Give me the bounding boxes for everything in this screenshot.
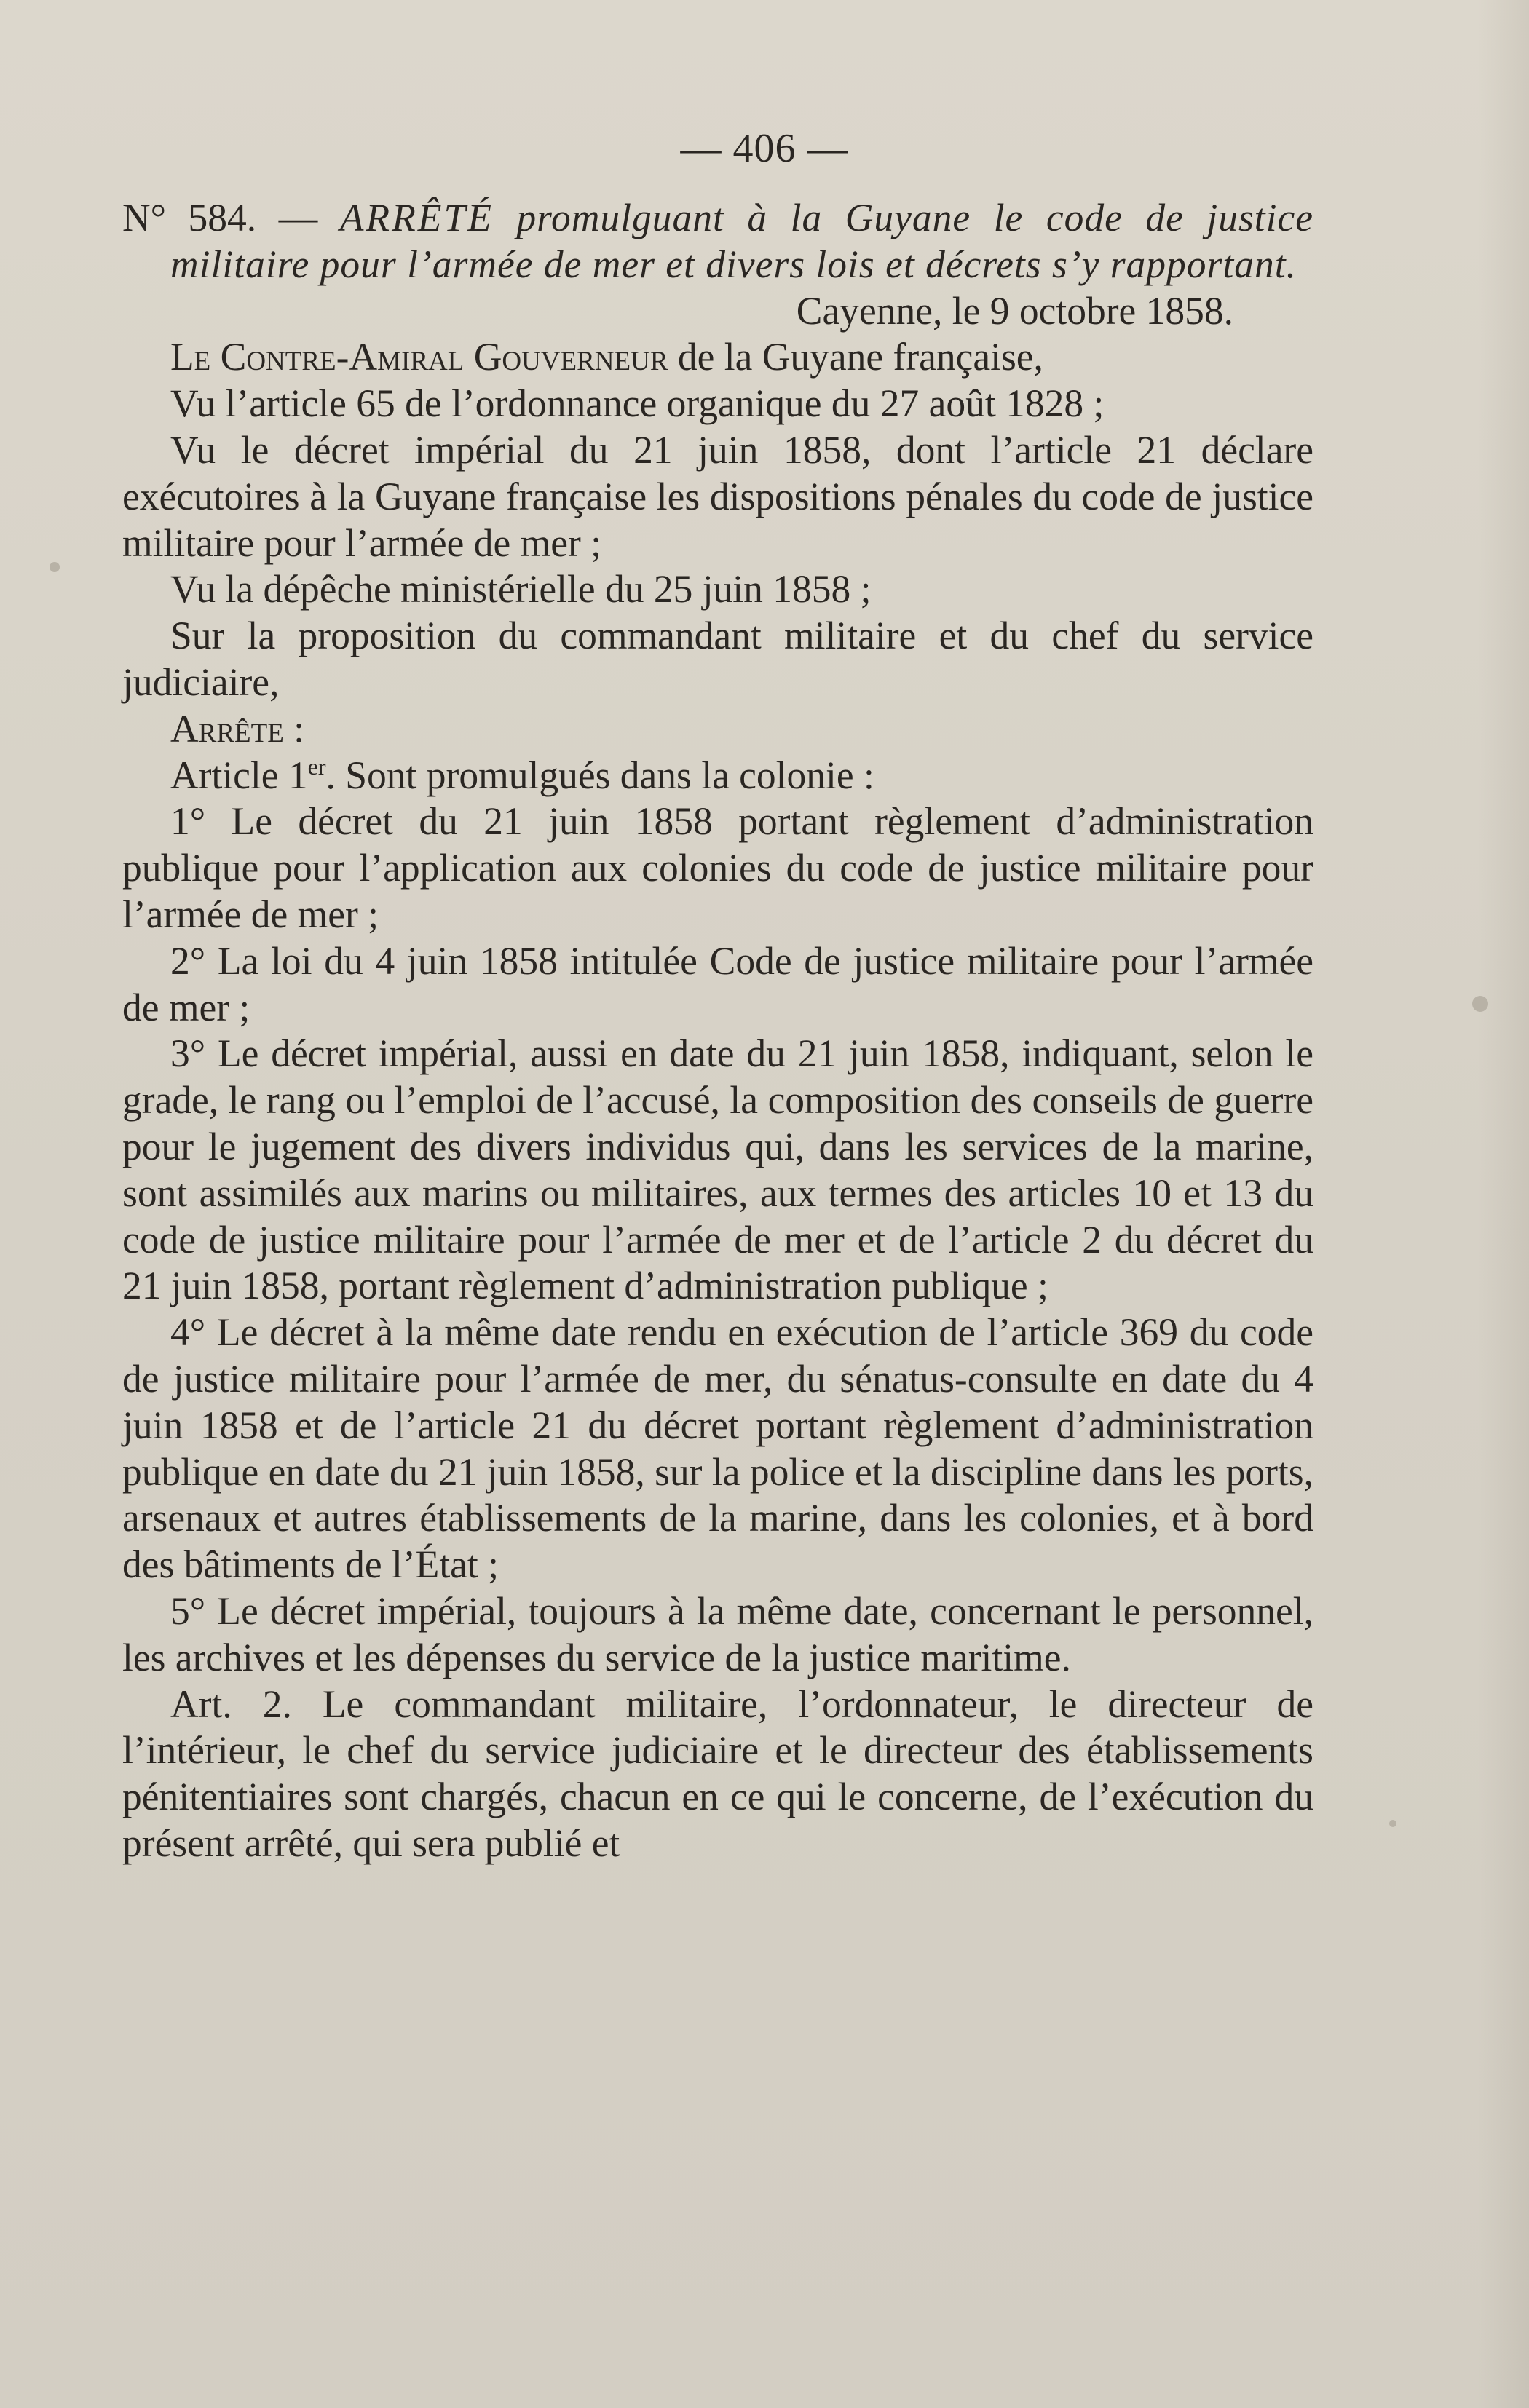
decree-title: promulguant à la Guyane le code de justice militaire pour l’armée de mer et divers lois et décrets s’y rapportant.: [170, 196, 1314, 286]
article-1-label: Article 1: [170, 753, 308, 797]
article-1-item: 4° Le décret à la même date rendu en exécution de l’article 369 du code de justice militaire pour l’armée de mer, du sénatus-consulte en date du 4 juin 1858 et de l’article 21 du décret portant règlement d’administration publique en date du 21 juin 1858, sur la police et la discipline dans les ports, arsenaux et autres établissements de la marine, dans les colonies, et à bord des bâtiments de l’État ;: [122, 1310, 1313, 1587]
paper-speck: [1472, 996, 1488, 1012]
authority-caps: Le Contre-Amiral Gouverneur: [170, 335, 668, 379]
article-1-item: 1° Le décret du 21 juin 1858 portant règlement d’administration publique pour l’application aux colonies du code de justice militaire pour l’armée de mer ;: [122, 799, 1313, 936]
article-1-text: . Sont promulgués dans la colonie :: [325, 753, 874, 797]
considerant-1: Vu l’article 65 de l’ordonnance organique du 27 août 1828 ;: [170, 381, 1105, 426]
dateline: Cayenne, le 9 octobre 1858.: [796, 288, 1233, 333]
paper-speck: [50, 562, 60, 572]
considerant-3: Vu la dépêche ministérielle du 25 juin 1858 ;: [170, 567, 872, 611]
article-1-item: 5° Le décret impérial, toujours à la même date, concernant le personnel, les archives et les dépenses du service de la justice maritime.: [122, 1588, 1313, 1679]
decree-title-caps: ARRÊTÉ: [339, 196, 494, 239]
authority-rest: de la Guyane française,: [668, 335, 1043, 379]
page-number: — 406 —: [680, 126, 849, 171]
arrete-line: Arrête :: [170, 706, 305, 750]
article-1-item: 3° Le décret impérial, aussi en date du 21 juin 1858, indiquant, selon le grade, le rang ou l’emploi de l’accusé, la composition des conseils de guerre pour le jugement des divers individus qui, dans les services de la marine, sont assimilés aux marins ou militaires, aux termes des articles 10 et 13 du code de justice militaire pour l’armée de mer et de l’article 2 du décret du 21 juin 1858, portant règlement d’administration publique ;: [122, 1031, 1313, 1308]
proposition: Sur la proposition du commandant militaire et du chef du service judiciaire,: [122, 614, 1313, 704]
decree-heading: [122, 195, 1313, 288]
article-1-item: 2° La loi du 4 juin 1858 intitulée Code de justice militaire pour l’armée de mer ;: [122, 938, 1313, 1029]
considerant-2: Vu le décret impérial du 21 juin 1858, dont l’article 21 déclare exécutoires à la Guyane française les dispositions pénales du code de justice militaire pour l’armée de mer ;: [122, 427, 1313, 565]
article-2: Art. 2. Le commandant militaire, l’ordonnateur, le directeur de l’intérieur, le chef du service judiciaire et le directeur des établissements pénitentiaires sont chargés, chacun en ce qui le concerne, de l’exécution du présent arrêté, qui sera publié et: [122, 1682, 1313, 1865]
page-edge-shadow: [1478, 0, 1529, 2408]
article-1-intro: [122, 753, 1313, 799]
paper-speck: [1389, 1820, 1396, 1827]
authority-line: [122, 334, 1313, 381]
decree-number: N° 584. —: [122, 196, 318, 239]
document-body: [122, 195, 1313, 1867]
article-1-sup: er: [307, 753, 326, 780]
